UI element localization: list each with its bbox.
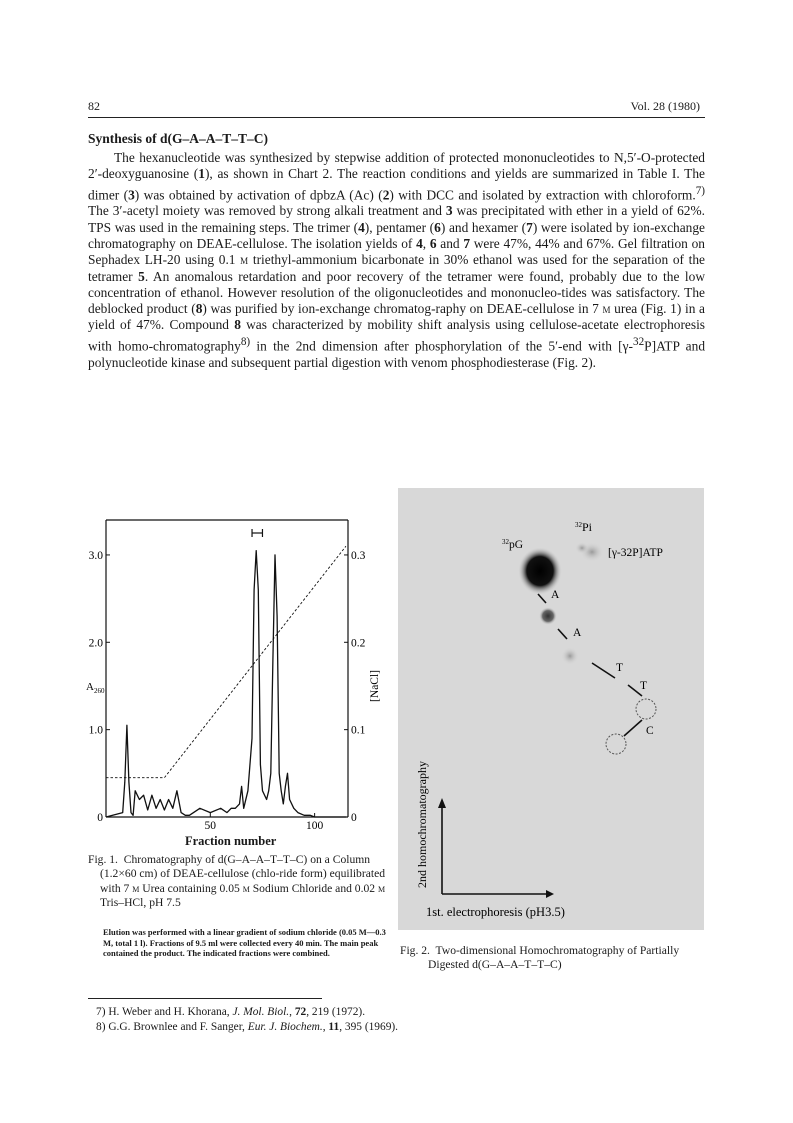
fig1-x-tick-label: 100 (305, 820, 324, 832)
spot-pg (518, 547, 562, 595)
label-c: C (646, 725, 654, 737)
spot-a2 (561, 647, 579, 665)
fig1-xlabel: Fraction number (185, 834, 277, 848)
page-number: 82 (88, 99, 100, 113)
body-paragraph (88, 150, 705, 371)
fig1-caption (88, 853, 393, 911)
footnote-rule (88, 998, 322, 999)
label-pg: $^{32}$pG (502, 538, 524, 551)
fig1-left-tick-label: 2.0 (88, 637, 103, 650)
label-atp: [γ-32P]ATP (608, 547, 663, 559)
header-rule (88, 117, 705, 118)
fig1-right-tick-label: 0.3 (351, 549, 366, 562)
fig2-y-axis-label: 2nd homochromatography (415, 761, 429, 888)
footnote-7: 7) H. Weber and H. Khorana, J. Mol. Biol., 72, 219 (1972). (96, 1006, 366, 1018)
fig1-left-tick-label: 3.0 (88, 549, 103, 562)
fig1-x-tick-label: 50 (204, 820, 217, 832)
footnotes (96, 1005, 398, 1034)
fig2-caption (400, 944, 710, 973)
fig1-right-tick-label: 0.1 (351, 724, 366, 737)
fig1-right-tick-label: 0.2 (351, 637, 366, 650)
fig1-left-tick-label: 1.0 (88, 724, 103, 737)
fig1-caption-text: Fig. 1. Chromatography of d(G–A–A–T–T–C) on a Column (1.2×60 cm) of DEAE-cellulose (chlo-ride form) equilibrated with 7 m Urea containing 0.05 m Sodium Chloride and 0.02 m Tris–HCl, pH 7.5 (88, 853, 386, 910)
fig1-a260-trace (106, 551, 346, 817)
fig1-ylabel-left: $A_{260}$ (86, 680, 105, 695)
volume-label: Vol. 28 (1980) (630, 99, 700, 113)
fig1-right-tick-label: 0 (351, 812, 357, 824)
fig2-autoradiograph (398, 488, 704, 930)
fig1-nacl-gradient-line (106, 546, 346, 778)
fig1-note: Elution was performed with a linear gradient of sodium chloride (0.05 M—0.3 M, total 1 l). Fractions of 9.5 ml were collected every 40 min. The main peak contained the product. The indicated fractions were combined. (103, 927, 386, 958)
paragraph-text: The hexanucleotide was synthesized by stepwise addition of protected mononucleotides to N,5′-O-protected 2′-deoxyguanosine (1), as shown in Chart 2. The reaction conditions and yields are summarized in Table I. The dimer (3) was obtained by activation of dpbzA (Ac) (2) with DCC and isolated by extraction with chloroform.$^{7)}$ The 3′-acetyl moiety was removed by strong alkali treatment and 3 was precipitated with ether in a yield of 62%. TPS was used in the remaining steps. The trimer (4), pentamer (6) and hexamer (7) were isolated by ion-exchange chromatography on DEAE-cellulose. The isolation yields of 4, 6 and 7 were 47%, 44% and 67%. Gel filtration on Sephadex LH-20 using 0.1 m triethyl-ammonium bicarbonate in 30% ethanol was used for the separation of the tetramer 5. An anomalous retardation and poor recovery of the tetramer were found, probably due to the low concentration of ethanol. However resolution of the oligonucleotides and mononucleo-tides was satisfactory. The deblocked product (8) was purified by ion-exchange chromatog-raphy on DEAE-cellulose in 7 m urea (Fig. 1) in a yield of 47%. Compound 8 was characterized by mobility shift analysis using cellulose-acetate electrophoresis with homo-chromatography$^{8)}$ in the 2nd dimension after phosphorylation of the 5′-end with [γ-$^{32}$P]ATP and polynucleotide kinase and subsequent partial digestion with venom phosphodiesterase (Fig. 2). (88, 150, 706, 370)
section-title: Synthesis of d(G–A–A–T–T–C) (88, 131, 269, 146)
fig1-left-tick-label: 0 (97, 812, 103, 824)
footnote-8: 8) G.G. Brownlee and F. Sanger, Eur. J. Biochem., 11, 395 (1969). (96, 1020, 399, 1033)
label-a2: A (573, 627, 582, 639)
fig2-x-axis-label: 1st. electrophoresis (pH3.5) (426, 905, 565, 919)
spot-atp (575, 542, 589, 554)
spot-a1 (539, 607, 557, 625)
label-t2: T (640, 680, 648, 692)
fig2-caption-text: Fig. 2. Two-dimensional Homochromatography of Partially Digested d(G–A–A–T–T–C) (400, 944, 680, 972)
label-t1: T (616, 662, 624, 674)
fig1-chromatogram (88, 520, 388, 840)
fig1-ylabel-right: [NaCl] (369, 670, 381, 702)
label-a1: A (551, 589, 560, 601)
label-pi: $^{32}$Pi (575, 520, 593, 534)
